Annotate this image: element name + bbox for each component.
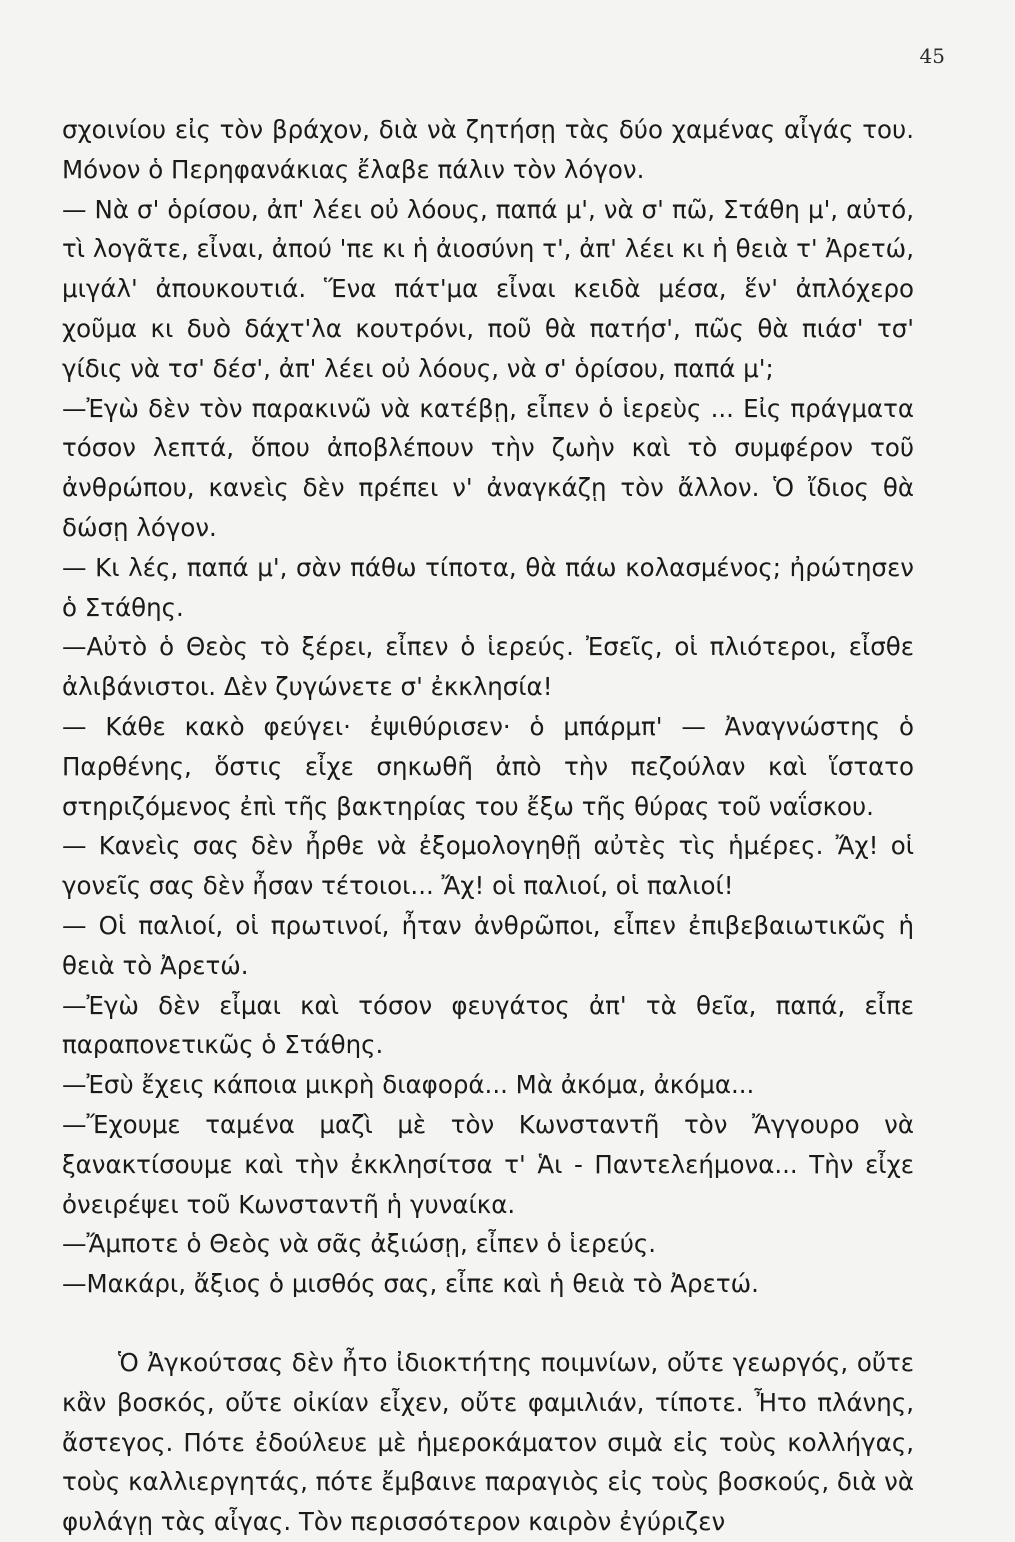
- paragraph: — Νὰ σ' ὁρίσου, ἀπ' λέει οὐ λόους, παπά μ', νὰ σ' πῶ, Στάθη μ', αὐτό, τὶ λογᾶτε, εἶναι, ἀπού 'πε κι ἡ ἀιοσύνη τ', ἀπ' λέει κι ἡ θειὰ τ' Ἀρετώ, μιγάλ' ἀπουκουτιά. Ἕνα πάτ'μα εἶναι κειδὰ μέσα, ἕν' ἀπλόχερο χοῦμα κι δυὸ δάχτ'λα κουτρόνι, ποῦ θὰ πατήσ', πῶς θὰ πιάσ' τσ' γίδις νὰ τσ' δέσ', ἀπ' λέει οὐ λόους, νὰ σ' ὁρίσου, παπά μ';: [62, 194, 914, 383]
- page-number: 45: [919, 44, 945, 68]
- paragraph: —Ἐγὼ δὲν εἶμαι καὶ τόσον φευγάτος ἀπ' τὰ θεῖα, παπά, εἶπε παραπονετικῶς ὁ Στάθης.: [62, 990, 914, 1060]
- paragraph: —Ἐσὺ ἔχεις κάποια μικρὴ διαφορά... Μὰ ἀκόμα, ἀκόμα...: [62, 1070, 755, 1100]
- paragraph: —Αὐτὸ ὁ Θεὸς τὸ ξέρει, εἶπεν ὁ ἱερεύς. Ἐσεῖς, οἱ πλιότεροι, εἶσθε ἀλιβάνιστοι. Δὲν ζυγώνετε σ' ἐκκλησία!: [62, 632, 914, 702]
- paragraph: — Οἱ παλιοί, οἱ πρωτινοί, ἦταν ἀνθρῶποι, εἶπεν ἐπιβεβαιωτικῶς ἡ θειὰ τὸ Ἀρετώ.: [62, 910, 914, 980]
- paragraph: —Ἄμποτε ὁ Θεὸς νὰ σᾶς ἀξιώσῃ, εἶπεν ὁ ἱερεύς.: [62, 1229, 657, 1259]
- paragraph: —Μακάρι, ἄξιος ὁ μισθός σας, εἶπε καὶ ἡ θειὰ τὸ Ἀρετώ.: [62, 1269, 759, 1299]
- paragraph: — Κανεὶς σας δὲν ἦρθε νὰ ἐξομολογηθῇ αὐτὲς τὶς ἡμέρες. Ἄχ! οἱ γονεῖς σας δὲν ἦσαν τέτοιοι... Ἄχ! οἱ παλιοί, οἱ παλιοί!: [62, 831, 914, 901]
- paragraph: — Κι λές, παπά μ', σὰν πάθω τίποτα, θὰ πάω κολασμένος; ἠρώτησεν ὁ Στάθης.: [62, 552, 914, 622]
- paragraph: σχοινίου εἰς τὸν βράχον, διὰ νὰ ζητήσῃ τὰς δύο χαμένας αἶγάς του. Μόνον ὁ Περηφανάκιας ἔλαβε πάλιν τὸν λόγον.: [62, 115, 914, 184]
- paragraph: Ὁ Ἀγκούτσας δὲν ἦτο ἰδιοκτήτης ποιμνίων, οὔτε γεωργός, οὔτε κἂν βοσκός, οὔτε οἰκίαν εἶχεν, οὔτε φαμιλιάν, τίποτε. Ἦτο πλάνης, ἄστεγος. Πότε ἐδούλευε μὲ ἡμεροκάματον σιμὰ εἰς τοὺς κολλήγας, τοὺς καλλιεργητάς, πότε ἔμβαινε παραγιὸς εἰς τοὺς βοσκούς, διὰ νὰ φυλάγῃ τὰς αἶγας. Τὸν περισσότερον καιρὸν ἐγύριζεν: [62, 1347, 914, 1537]
- paragraph: —Ἔχουμε ταμένα μαζὶ μὲ τὸν Κωνσταντῆ τὸν Ἄγγουρο νὰ ξανακτίσουμε καὶ τὴν ἐκκλησίτσα τ' Ἁι - Παντελεήμονα... Τὴν εἶχε ὀνειρέψει τοῦ Κωνσταντῆ ἡ γυναίκα.: [62, 1109, 914, 1219]
- paragraph: —Ἐγὼ δὲν τὸν παρακινῶ νὰ κατέβῃ, εἶπεν ὁ ἱερεὺς ... Εἰς πράγματα τόσον λεπτά, ὅπου ἀποβλέπουν τὴν ζωὴν καὶ τὸ συμφέρον τοῦ ἀνθρώπου, κανεὶς δὲν πρέπει ν' ἀναγκάζῃ τὸν ἄλλον. Ὁ ἴδιος θὰ δώσῃ λόγον.: [62, 393, 914, 542]
- body-text: [62, 110, 914, 1542]
- paragraph: — Κάθε κακὸ φεύγει· ἐψιθύρισεν· ὁ μπάρμπ' — Ἀναγνώστης ὁ Παρθένης, ὅστις εἶχε σηκωθῆ ἀπὸ τὴν πεζούλαν καὶ ἵστατο στηριζόμενος ἐπὶ τῆς βακτηρίας του ἔξω τῆς θύρας τοῦ ναΐσκου.: [62, 711, 914, 821]
